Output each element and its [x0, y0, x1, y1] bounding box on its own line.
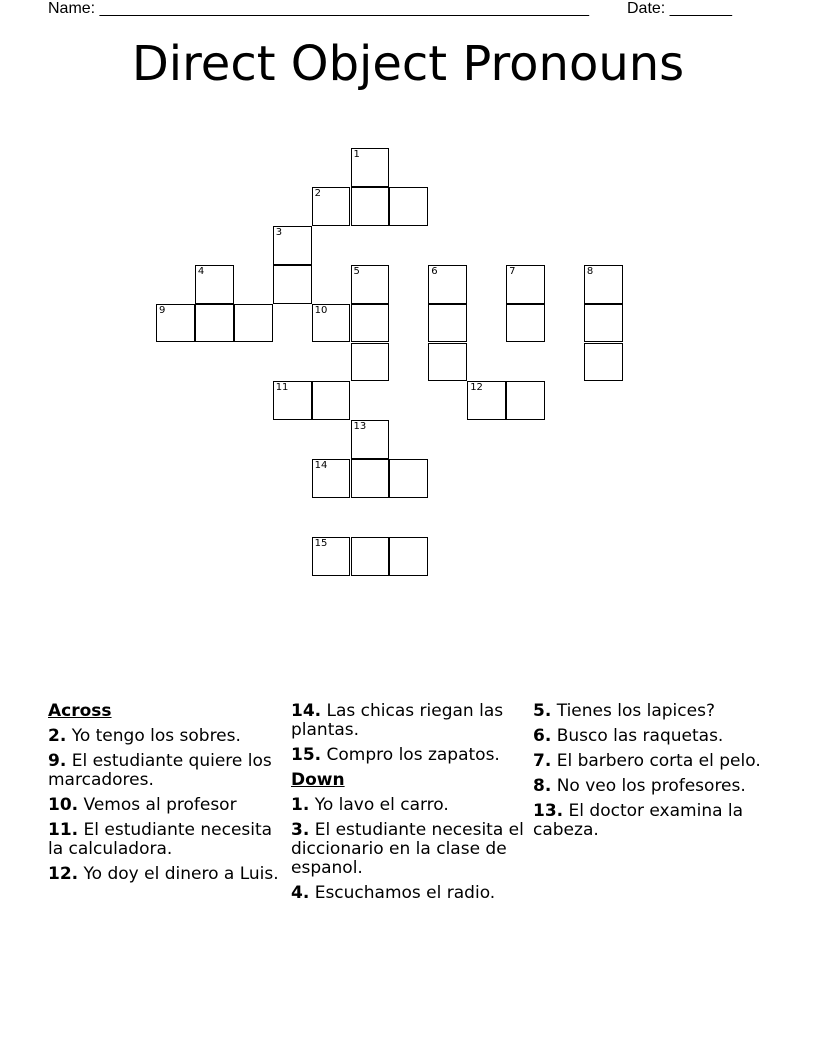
crossword-cell[interactable]	[389, 459, 428, 498]
crossword-cell[interactable]	[584, 304, 623, 343]
crossword-cell-5[interactable]	[351, 265, 390, 304]
clues-section	[48, 702, 768, 1002]
cell-number: 4	[197, 265, 205, 277]
crossword-cell-12[interactable]	[467, 381, 506, 420]
crossword-cell-7[interactable]	[506, 265, 545, 304]
crossword-cell[interactable]	[389, 537, 428, 576]
cell-number: 11	[275, 382, 289, 394]
across-heading: Across	[48, 701, 112, 721]
cell-number: 15	[314, 538, 328, 549]
crossword-cell-1[interactable]	[351, 148, 390, 187]
crossword-cell-15[interactable]	[312, 537, 351, 576]
crossword-cell[interactable]	[506, 304, 545, 343]
clues-column-2	[291, 702, 527, 909]
crossword-cell[interactable]	[351, 343, 390, 382]
cell-number: 10	[314, 304, 328, 316]
clue-down-5: 5. Tienes los lapices?	[533, 701, 715, 721]
crossword-cell-2[interactable]	[312, 187, 351, 226]
crossword-cell[interactable]	[428, 304, 467, 343]
clue-down-3: 3. El estudiante necesita el diccionario en la clase de espanol.	[291, 820, 524, 878]
crossword-cell[interactable]	[351, 459, 390, 498]
clue-down-6: 6. Busco las raquetas.	[533, 726, 724, 746]
crossword-cell[interactable]	[351, 304, 390, 343]
clue-across-14: 14. Las chicas riegan las plantas.	[291, 701, 504, 740]
cell-number: 13	[353, 421, 367, 433]
crossword-cell-10[interactable]	[312, 304, 351, 343]
clue-down-4: 4. Escuchamos el radio.	[291, 883, 496, 903]
crossword-cell-4[interactable]	[195, 265, 234, 304]
clue-across-11: 11. El estudiante necesita la calculadora.	[48, 820, 273, 859]
clue-across-12: 12. Yo doy el dinero a Luis.	[48, 864, 279, 884]
cell-number: 7	[509, 265, 516, 277]
crossword-cell[interactable]	[195, 304, 234, 343]
clues-column-3	[533, 702, 769, 846]
crossword-cell[interactable]	[389, 187, 428, 226]
crossword-cell-14[interactable]	[312, 459, 351, 498]
cell-number: 3	[275, 226, 283, 238]
cell-number: 12	[470, 382, 483, 394]
crossword-cell[interactable]	[584, 343, 623, 382]
cell-number: 5	[353, 265, 360, 277]
crossword-cell[interactable]	[351, 537, 390, 576]
cell-number: 1	[353, 149, 360, 160]
crossword-cell-8[interactable]	[584, 265, 623, 304]
cell-number: 14	[314, 460, 328, 472]
clues-column-1	[48, 702, 284, 890]
cell-number: 9	[159, 304, 166, 316]
cell-number: 8	[586, 265, 594, 277]
crossword-cell[interactable]	[273, 265, 312, 304]
cell-number: 2	[314, 187, 321, 199]
clue-across-2: 2. Yo tengo los sobres.	[48, 726, 241, 746]
down-heading: Down	[291, 770, 345, 790]
clue-down-7: 7. El barbero corta el pelo.	[533, 751, 761, 771]
clue-across-10: 10. Vemos al profesor	[48, 795, 237, 815]
clue-down-8: 8. No veo los profesores.	[533, 776, 746, 796]
clue-down-1: 1. Yo lavo el carro.	[291, 795, 449, 815]
crossword-cell-6[interactable]	[428, 265, 467, 304]
clue-down-13: 13. El doctor examina la cabeza.	[533, 801, 744, 840]
crossword-cell[interactable]	[312, 381, 351, 420]
crossword-cell-9[interactable]	[156, 304, 195, 343]
clue-across-9: 9. El estudiante quiere los marcadores.	[48, 751, 272, 790]
crossword-cell[interactable]	[234, 304, 273, 343]
name-field-label: Name: _______________________________________________________	[48, 0, 589, 17]
crossword-cell[interactable]	[506, 381, 545, 420]
crossword-cell-11[interactable]	[273, 381, 312, 420]
crossword-cell-13[interactable]	[351, 420, 390, 459]
cell-number: 6	[431, 265, 438, 277]
crossword-cell-3[interactable]	[273, 226, 312, 265]
clue-across-15: 15. Compro los zapatos.	[291, 745, 500, 765]
page-title: Direct Object Pronouns	[131, 36, 685, 92]
crossword-cell[interactable]	[351, 187, 390, 226]
date-field-label: Date: _______	[627, 0, 732, 17]
crossword-cell[interactable]	[428, 343, 467, 382]
